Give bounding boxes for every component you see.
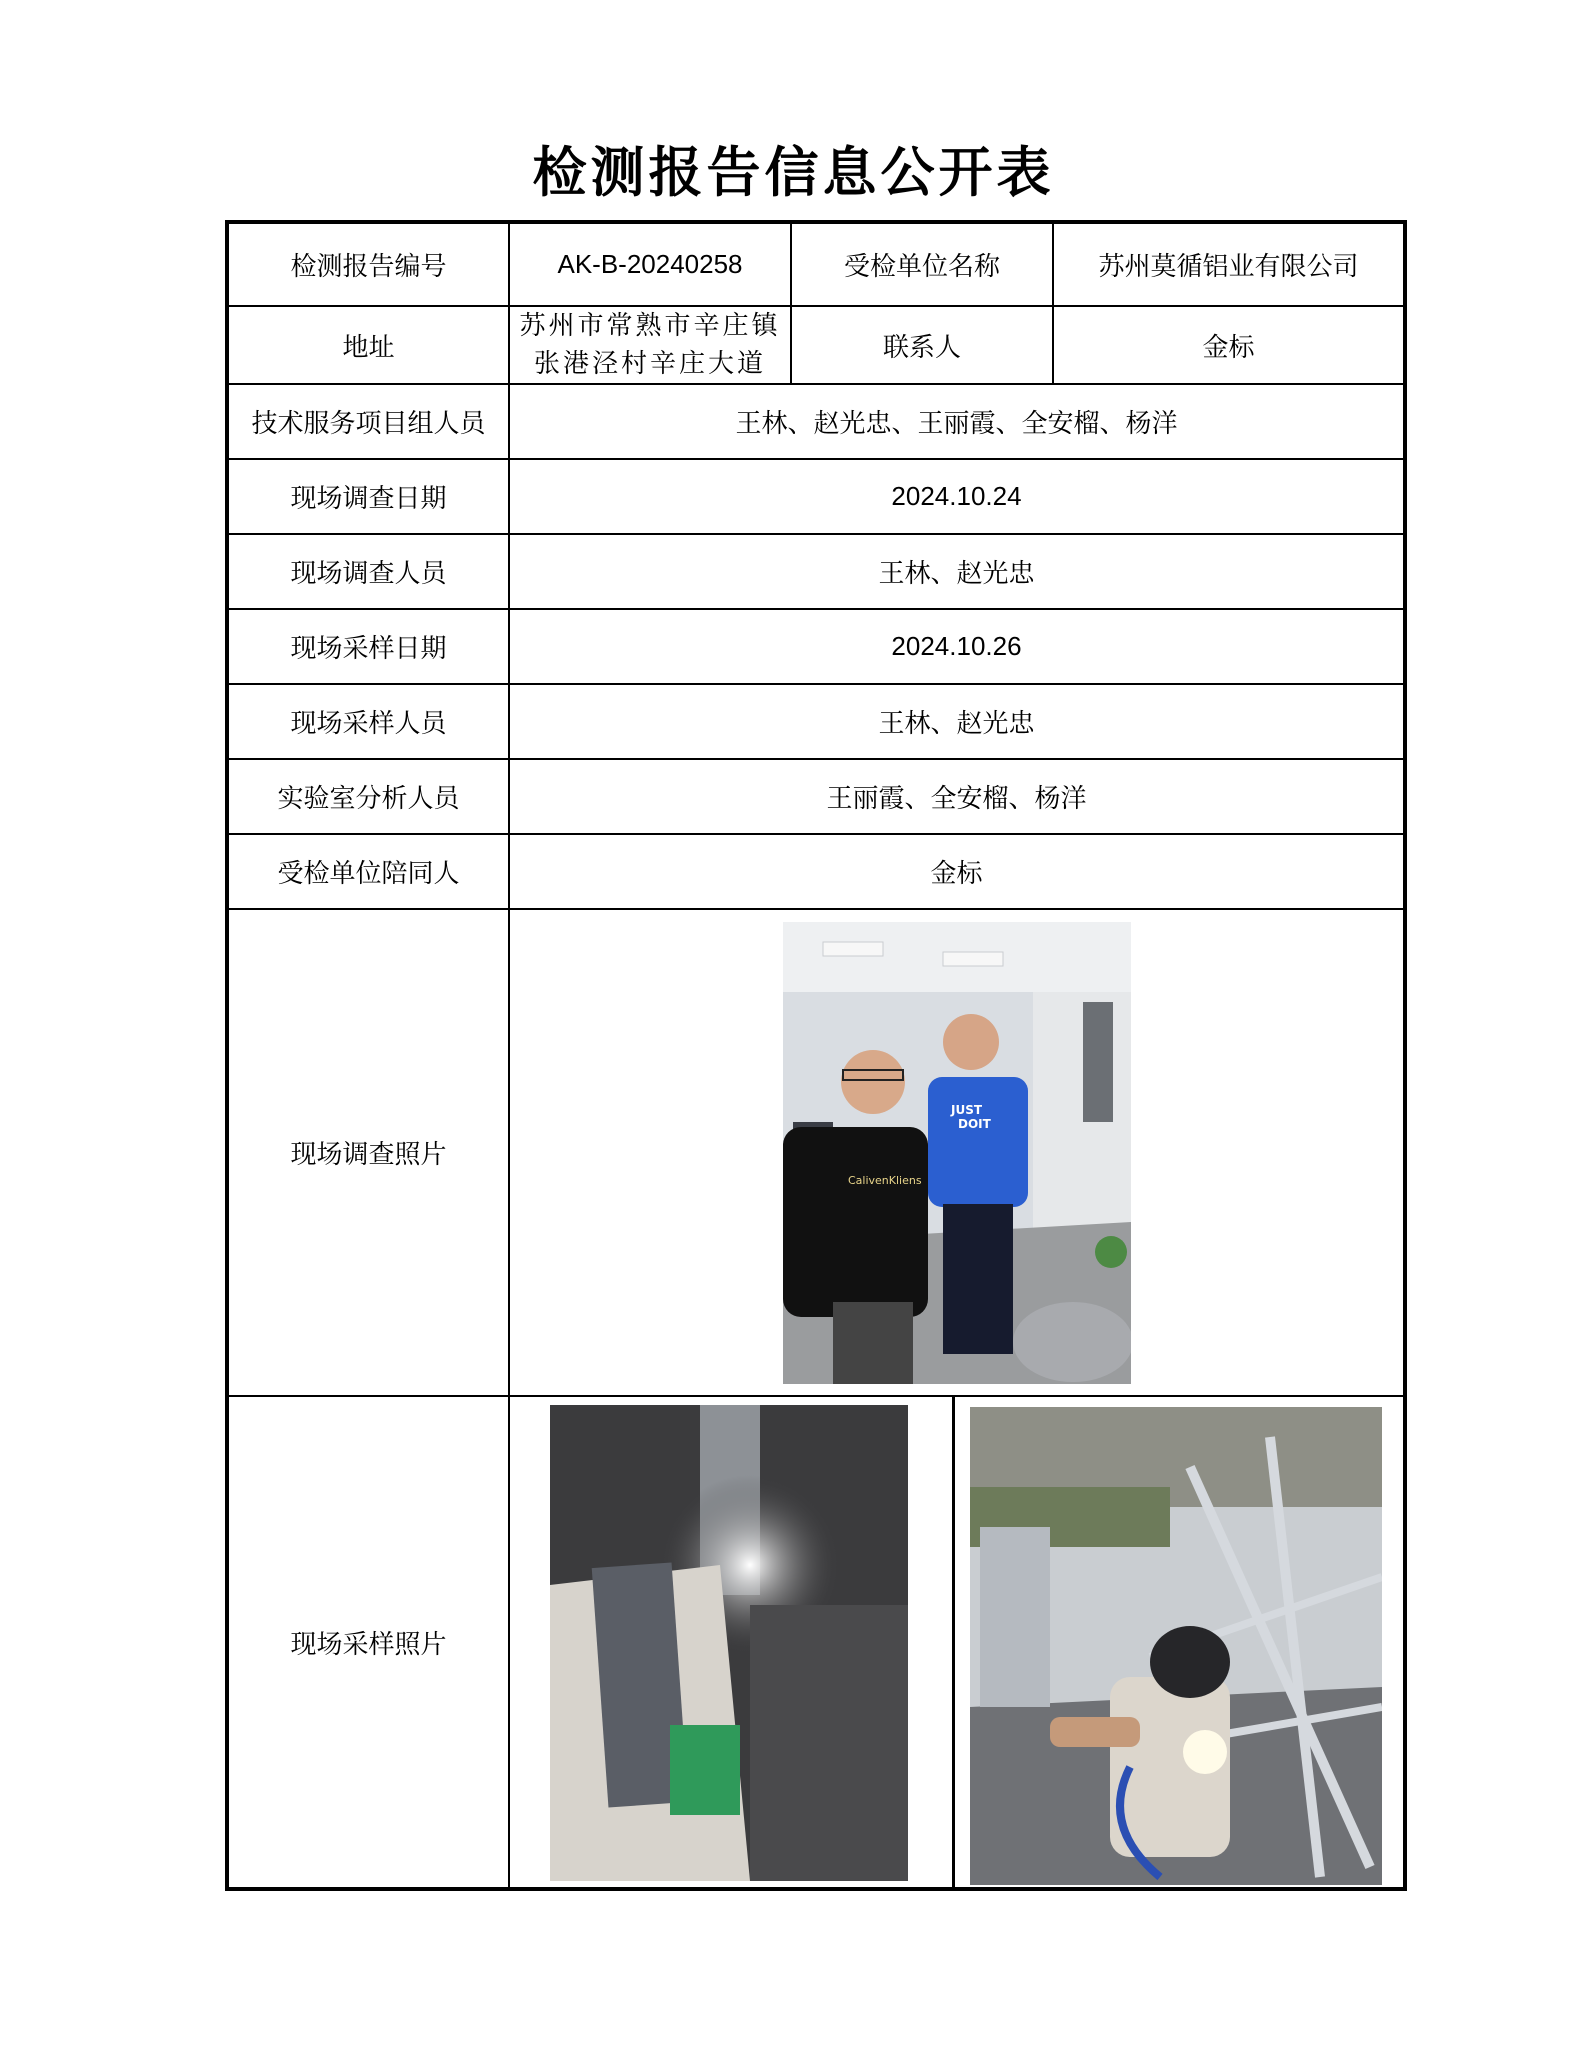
address-value: [509, 306, 791, 384]
table-row: [227, 909, 1405, 1396]
sampling-date-label: 现场采样日期: [227, 609, 509, 684]
escort-value: 金标: [509, 834, 1405, 909]
sampling-date-value: 2024.10.26: [509, 609, 1405, 684]
address-line-2: 张港泾村辛庄大道: [533, 349, 766, 379]
info-table: [225, 220, 1407, 1891]
table-row: [227, 384, 1405, 459]
sampling-photo-2: [970, 1407, 1382, 1885]
team-value: 王林、赵光忠、王丽霞、全安榴、杨洋: [509, 384, 1405, 459]
table-row: [227, 834, 1405, 909]
report-no-value: AK-B-20240258: [509, 222, 791, 306]
survey-photo-cell: [509, 909, 1405, 1396]
lab-staff-label: 实验室分析人员: [227, 759, 509, 834]
sampling-photo-1: [550, 1405, 908, 1881]
sampling-photo-cell: [509, 1396, 1405, 1889]
sampling-photos: [510, 1397, 1403, 1887]
survey-date-label: 现场调查日期: [227, 459, 509, 534]
page-title: 检测报告信息公开表: [532, 141, 1055, 204]
table-row: [227, 222, 1405, 306]
shirt-text-1: CalivenKliens: [847, 1173, 922, 1187]
address-line-1: 苏州市常熟市辛庄镇: [519, 311, 781, 341]
lab-staff-value: 王丽霞、全安榴、杨洋: [509, 759, 1405, 834]
address-label: 地址: [227, 306, 509, 384]
survey-photo: [783, 922, 1131, 1384]
table-row: [227, 1396, 1405, 1889]
unit-value: 苏州莫循铝业有限公司: [1053, 222, 1405, 306]
sampling-staff-value: 王林、赵光忠: [509, 684, 1405, 759]
table-row: [227, 759, 1405, 834]
shirt-text-2b: DOIT: [957, 1116, 991, 1131]
photo-divider: [952, 1397, 955, 1887]
table-row: [227, 459, 1405, 534]
report-no-label: 检测报告编号: [227, 222, 509, 306]
table-row: [227, 684, 1405, 759]
survey-photo-label: 现场调查照片: [227, 909, 509, 1396]
survey-date-value: 2024.10.24: [509, 459, 1405, 534]
survey-staff-label: 现场调查人员: [227, 534, 509, 609]
survey-staff-value: 王林、赵光忠: [509, 534, 1405, 609]
contact-value: 金标: [1053, 306, 1405, 384]
unit-label: 受检单位名称: [791, 222, 1053, 306]
escort-label: 受检单位陪同人: [227, 834, 509, 909]
team-label: 技术服务项目组人员: [227, 384, 509, 459]
contact-label: 联系人: [791, 306, 1053, 384]
sampling-photo-label: 现场采样照片: [227, 1396, 509, 1889]
shirt-text-2a: JUST: [950, 1102, 982, 1117]
table-row: [227, 609, 1405, 684]
sampling-staff-label: 现场采样人员: [227, 684, 509, 759]
table-row: [227, 306, 1405, 384]
table-row: [227, 534, 1405, 609]
